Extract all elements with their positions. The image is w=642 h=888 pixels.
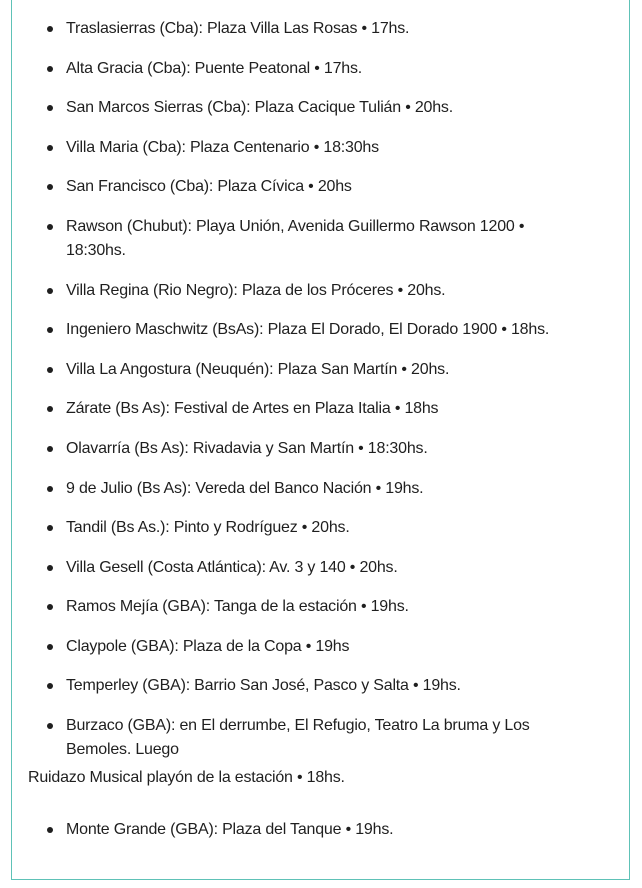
list-item-text: Alta Gracia (Cba): Puente Peatonal • 17hs. [66,60,363,77]
bullet [47,644,53,650]
list-item-text: 9 de Julio (Bs As): Vereda del Banco Nación • 19hs. [66,480,424,497]
bullet [47,525,53,531]
list-item-text: San Marcos Sierras (Cba): Plaza Cacique Tulián • 20hs. [66,99,453,116]
list-item-text: Tandil (Bs As.): Pinto y Rodríguez • 20hs. [66,519,350,536]
list-item-text: Villa Gesell (Costa Atlántica): Av. 3 y 140 • 20hs. [66,559,398,576]
list-item-text: Temperley (GBA): Barrio San José, Pasco y Salta • 19hs. [66,677,461,694]
list-item-text: Villa Maria (Cba): Plaza Centenario • 18:30hs [66,139,379,156]
bullet [47,224,53,230]
list-item-text: Zárate (Bs As): Festival de Artes en Plaza Italia • 18hs [66,400,439,417]
list-item-text: Villa Regina (Rio Negro): Plaza de los Próceres • 20hs. [66,282,446,299]
bullet [47,145,53,151]
bullet [47,683,53,689]
list-item-text: San Francisco (Cba): Plaza Cívica • 20hs [66,178,352,195]
bullet [47,827,53,833]
paragraph-text: Ruidazo Musical playón de la estación • 18hs. [28,769,345,786]
bullet [47,446,53,452]
bullet [47,26,53,32]
bullet [47,565,53,571]
bullet [47,486,53,492]
list-item-text: Olavarría (Bs As): Rivadavia y San Martín • 18:30hs. [66,440,428,457]
bullet [47,406,53,412]
list-item-text: Claypole (GBA): Plaza de la Copa • 19hs [66,638,350,655]
list-item-text: Villa La Angostura (Neuquén): Plaza San Martín • 20hs. [66,361,450,378]
bullet [47,288,53,294]
bullet [47,105,53,111]
bullet [47,367,53,373]
bullet [47,327,53,333]
bullet [47,723,53,729]
bullet [47,184,53,190]
list-item-text: Burzaco (GBA): en El derrumbe, El Refugio, Teatro La bruma y Los Bemoles. Luego [66,717,530,758]
bullet [47,66,53,72]
list-item-text: Rawson (Chubut): Playa Unión, Avenida Guillermo Rawson 1200 • 18:30hs. [66,218,525,259]
bullet [47,604,53,610]
list-item-text: Traslasierras (Cba): Plaza Villa Las Rosas • 17hs. [66,20,410,37]
list-item-text: Ingeniero Maschwitz (BsAs): Plaza El Dorado, El Dorado 1900 • 18hs. [66,321,550,338]
list-item-text: Ramos Mejía (GBA): Tanga de la estación • 19hs. [66,598,409,615]
list-item-text: Monte Grande (GBA): Plaza del Tanque • 19hs. [66,821,394,838]
